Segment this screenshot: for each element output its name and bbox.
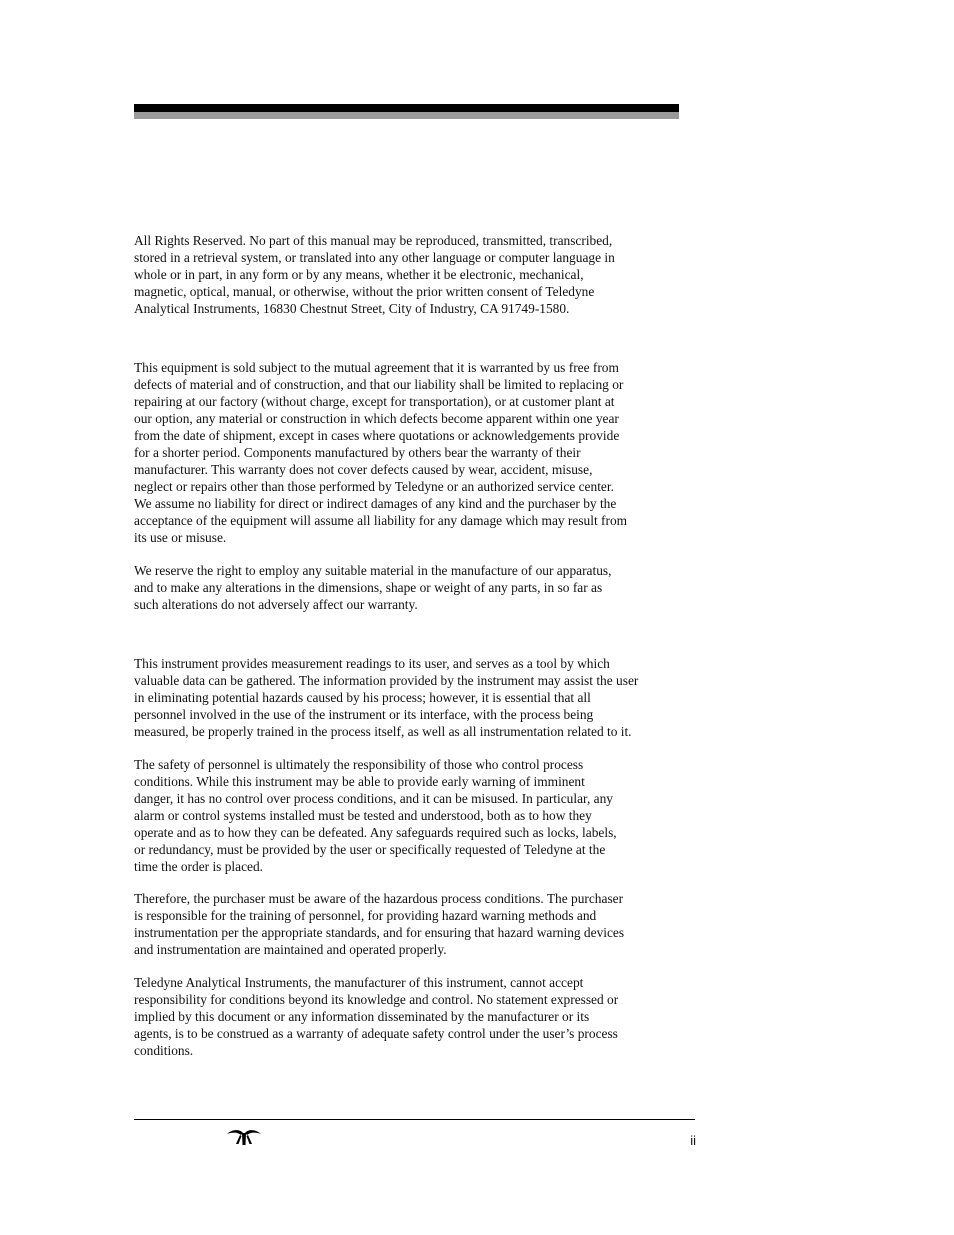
warranty-paragraph: This equipment is sold subject to the mutual agreement that it is warranted by us free from defects of material and of construction, and that our liability shall be limited to replacing or repairing at our factory (without charge, except for transportation), or at customer plant at our option, any material or construction in which defects become apparent within one year from the date of shipment, except in cases where quotations or acknowledgements provide for a shorter period. Components manufactured by others bear the warranty of their manufacturer. This warranty does not cover defects caused by wear, accident, misuse, neglect or repairs other than those performed by Teledyne or an authorized service center. We assume no liability for direct or indirect damages of any kind and the purchaser by the acceptance of the equipment will assume all liability for any damage which may result from its use or misuse. [134,360,628,545]
disclaimer-paragraph: Teledyne Analytical Instruments, the manufacturer of this instrument, cannot accept responsibility for conditions beyond its knowledge and control. No statement expressed or implied by this document or any information disseminated by the manufacturer or its agents, is to be construed as a warranty of adequate safety control under the user’s process conditions. [134,975,619,1058]
teledyne-logo-icon [226,1128,262,1146]
footer-divider [134,1119,695,1120]
reserve-rights-paragraph: We reserve the right to employ any suitable material in the manufacture of our apparatus, and to make any alterations in the dimensions, shape or weight of any parts, in so far as such alterations do not adversely affect our warranty. [134,563,612,612]
purchaser-responsibility-paragraph: Therefore, the purchaser must be aware of the hazardous process conditions. The purchaser is responsible for the training of personnel, for providing hazard warning methods and instrumentation per the appropriate standards, and for ensuring that hazard warning devices and instrumentation are maintained and operated properly. [134,891,625,957]
header-bar-shadow [134,112,679,119]
safety-paragraph: The safety of personnel is ultimately the responsibility of those who control process conditions. While this instrument may be able to provide early warning of imminent danger, it has no control over process conditions, and it can be misused. In particular, any alarm or control systems installed must be tested and understood, both as to how they operate and as to how they can be defeated. Any safeguards required such as locks, labels, or redundancy, must be provided by the user or specifically requested of Teledyne at the time the order is placed. [134,757,617,874]
page-number: ii [690,1133,696,1148]
header-bar-dark [134,104,679,112]
copyright-paragraph: All Rights Reserved. No part of this manual may be reproduced, transmitted, transcribed, stored in a retrieval system, or translated into any other language or computer language in whole or in part, in any form or by any means, whether it be electronic, mechanical, magnetic, optical, manual, or otherwise, without the prior written consent of Teledyne Analytical Instruments, 16830 Chestnut Street, City of Industry, CA 91749-1580. [134,233,615,316]
measurement-paragraph: This instrument provides measurement readings to its user, and serves as a tool by which valuable data can be gathered. The information provided by the instrument may assist the user in eliminating potential hazards caused by his process; however, it is essential that all personnel involved in the use of the instrument or its interface, with the process being measured, be properly trained in the process itself, as well as all instrumentation related to it. [134,656,639,739]
